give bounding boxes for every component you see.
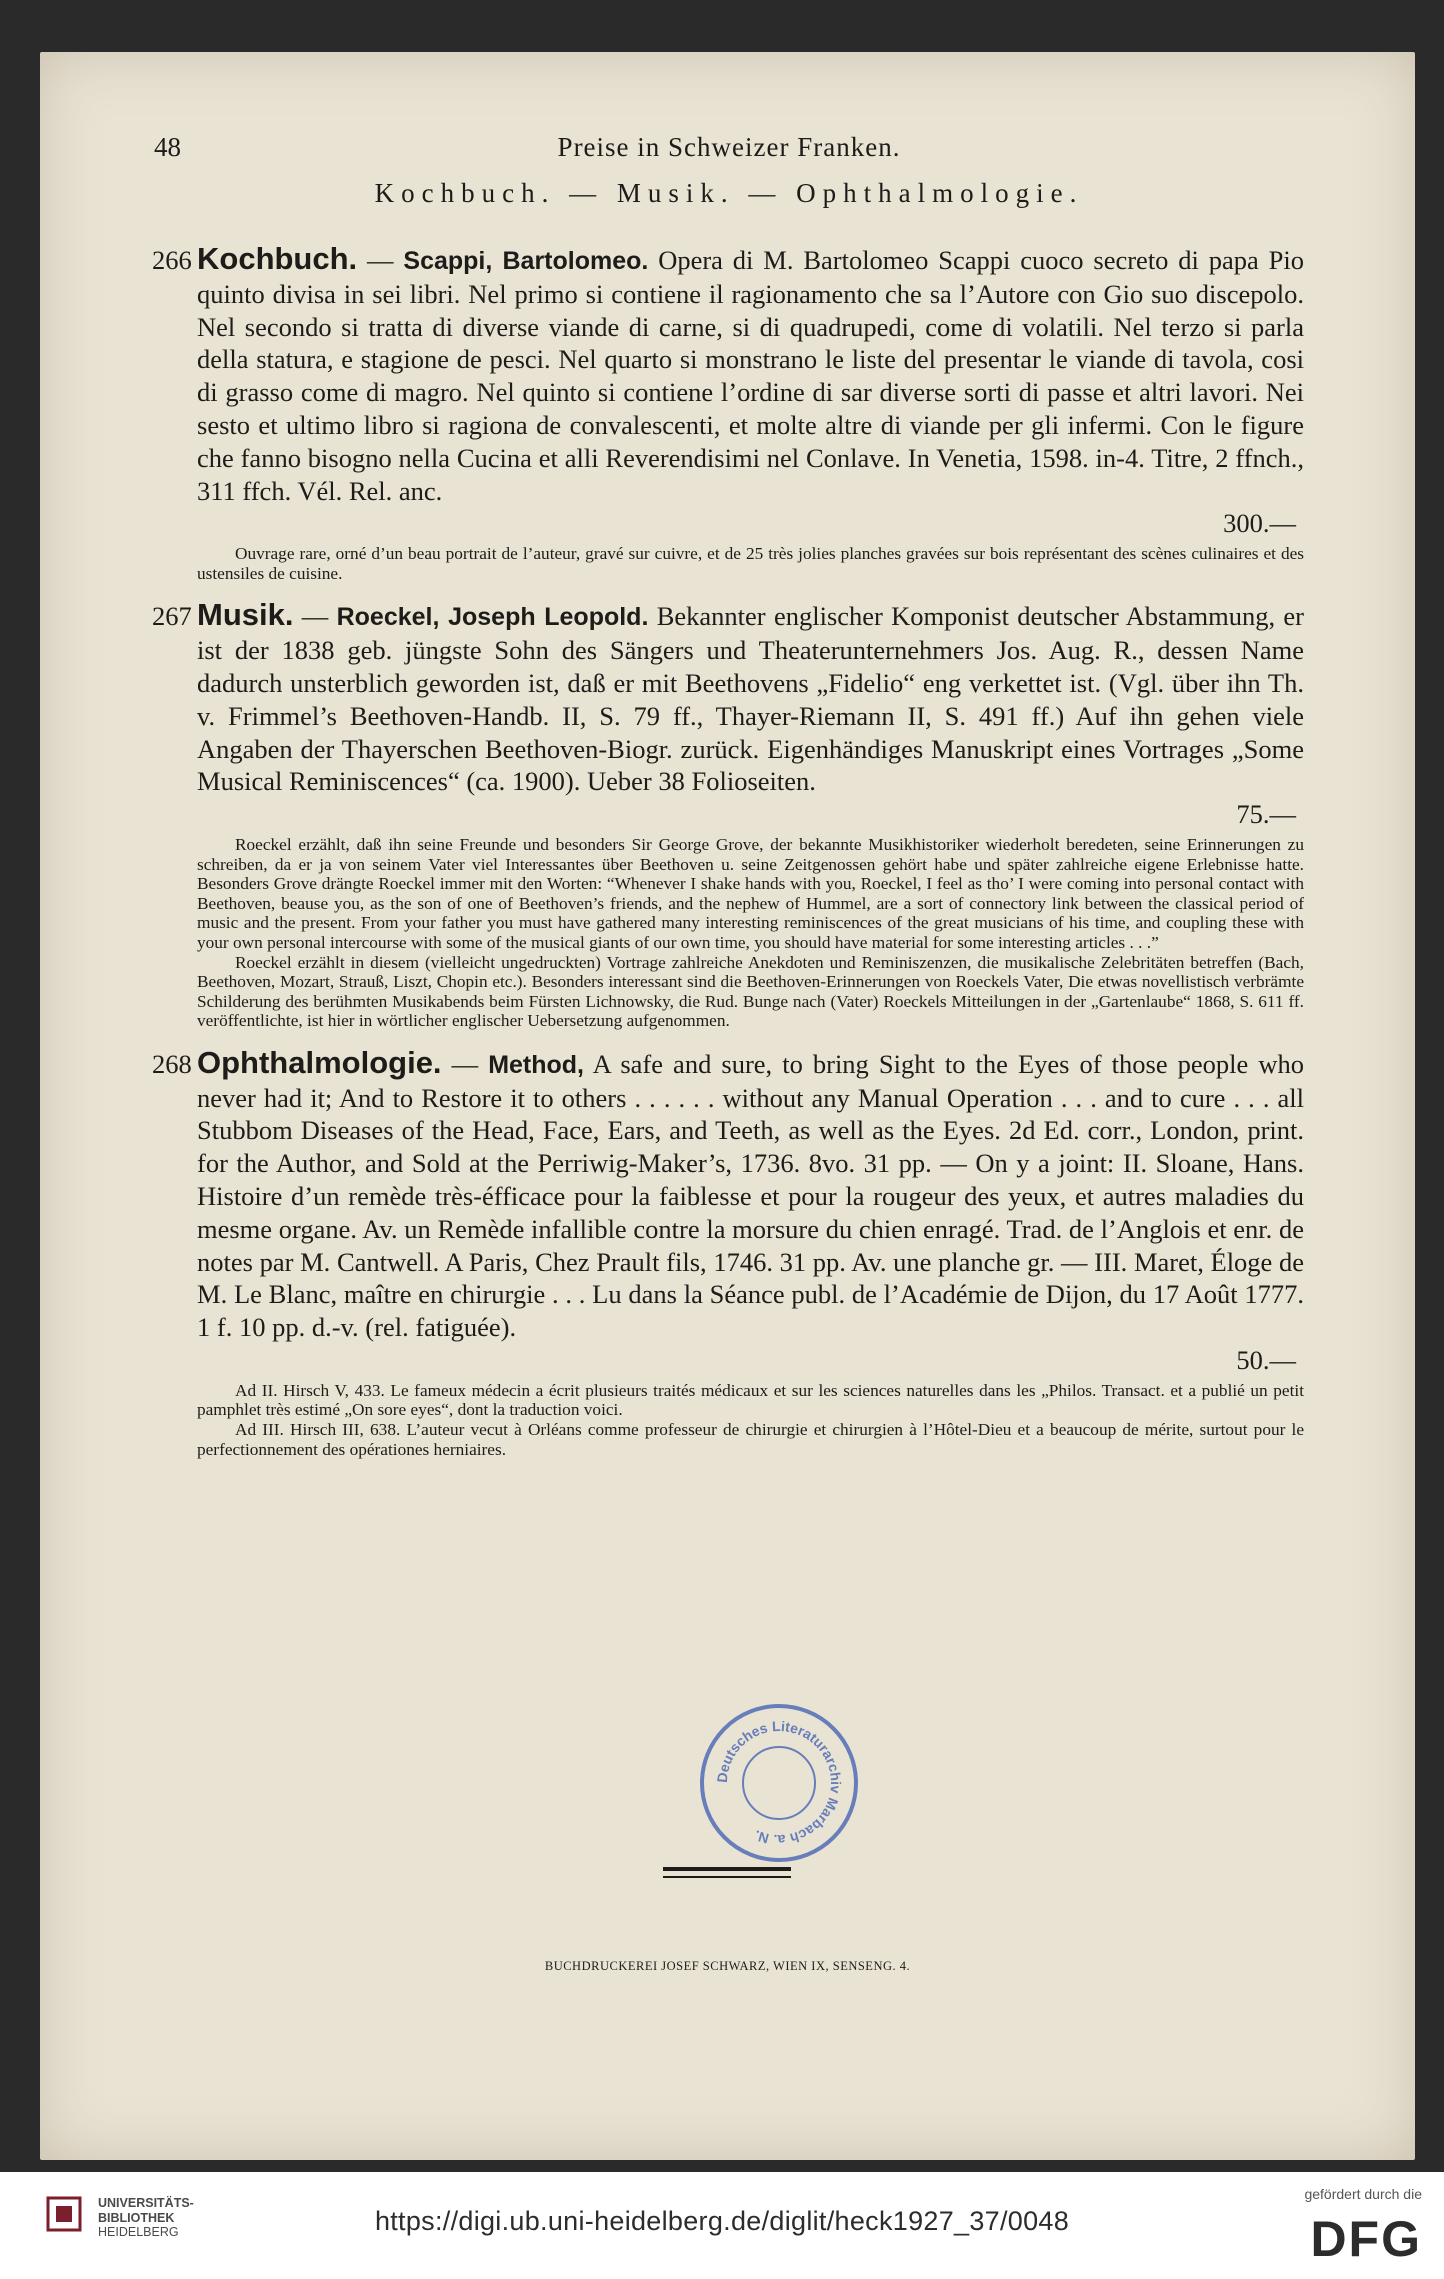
entry-description: Bekannter englischer Komponist deutscher Abstammung, er ist der 1838 geb. jüngste Sohn des Sängers und Theaterunternehmers Jos. Aug. R., dessen Name dadurch unsterblich geworden ist, daß er mit Beethovens „Fidelio“ eng verkettet ist. (Vgl. über ihn Th. v. Frimmel’s Beethoven-Handb. II, S. 79 ff., Thayer-Riemann II, S. 491 ff.) Auf ihn gehen viele Angaben der Thayerschen Beethoven-Biogr. zurück. Eigenhändiges Manuskript eines Vortrages „Some Musical Reminiscences“ (ca. 1900). Ueber 38 Folioseiten. bbox=[197, 601, 1305, 797]
running-header bbox=[154, 132, 1304, 178]
entry-author: Method, bbox=[488, 1050, 585, 1079]
entry-body: Kochbuch. — Scappi, Bartolomeo. Opera di M. Bartolomeo Scappi cuoco secreto di papa Pio quinto divisa in sei libri. Nel primo si contiene il ragionamento che sa l’Autore con Gio suo discepolo. Nel secondo si tratta di diverse viande di carne, si di quadrupedi, come di volatili. Nel terzo si parla della statura, e stagione de pesci. Nel quarto si monstrano le liste del presentar le viande di tavola, cosi di grasso come di magro. Nel quinto si contiene l’ordine di sar diverse sorti di passe et altri lavori. Nei sesto et ultimo libro si ragiona de convalescenti, et molte altre di viande per gli infermi. Con le figure che fanno bisogno nella Cucina et alli Reverendisimi nel Conlave. In Venetia, 1598. in-4. Titre, 2 ffnch., 311 ffch. Vél. Rel. anc. 300.— bbox=[197, 241, 1304, 539]
dfg-logo[interactable]: DFG bbox=[1310, 2211, 1422, 2267]
entry-note: Roeckel erzählt in diesem (vielleicht ungedruckten) Vortrage zahlreiche Anekdoten und Reminiszenzen, die musikalische Zelebritäten betreffen (Bach, Beethoven, Mozart, Strauß, Liszt, Chopin etc.). Besonders interessant sind die Beethoven-Erinnerungen von Roeckels Vater, Die etwas novellistisch verbrämte Schilderung des berühmten Musikabends beim Fürsten Lichnowsky, die Rud. Bunge nach (Vater) Roeckels Mitteilungen in der „Gartenlaube“ 1868, S. 611 ff. veröffentlichte, ist hier in wörtlicher englischer Uebersetzung aufgenommen. bbox=[197, 952, 1304, 1031]
page-number: 48 bbox=[154, 132, 181, 162]
entry-body: Musik. — Roeckel, Joseph Leopold. Bekannter englischer Komponist deutscher Abstammung, er ist der 1838 geb. jüngste Sohn des Sängers und Theaterunternehmers Jos. Aug. R., dessen Name dadurch unsterblich geworden ist, daß er mit Beethovens „Fidelio“ eng verkettet ist. (Vgl. über ihn Th. v. Frimmel’s Beethoven-Handb. II, S. 79 ff., Thayer-Riemann II, S. 491 ff.) Auf ihn gehen viele Angaben der Thayerschen Beethoven-Biogr. zurück. Eigenhändiges Manuskript eines Vortrages „Some Musical Reminiscences“ (ca. 1900). Ueber 38 Folioseiten. 75.— bbox=[197, 597, 1305, 830]
page-content bbox=[154, 132, 1304, 1475]
viewer-footer bbox=[0, 2172, 1444, 2279]
entry-price: 300.— bbox=[1223, 508, 1296, 539]
section-subheader: Kochbuch. — Musik. — Ophthalmologie. bbox=[374, 178, 1084, 208]
entry-topic: Kochbuch. bbox=[197, 241, 358, 276]
catalog-page bbox=[40, 52, 1415, 2160]
svg-text:Deutsches Literaturarchiv Marb bbox=[714, 1718, 844, 1848]
permalink-url[interactable]: https://digi.ub.uni-heidelberg.de/diglit/heck1927_37/0048 bbox=[374, 2206, 1070, 2236]
entry-topic: Musik. bbox=[197, 597, 294, 633]
entry-topic: Ophthalmologie. bbox=[197, 1044, 442, 1080]
entry-notes bbox=[197, 1381, 1304, 1459]
entry-notes bbox=[197, 544, 1304, 583]
stamp-seal-icon bbox=[704, 1708, 854, 1858]
entry-body: Ophthalmologie. — Method, A safe and sure, to bring Sight to the Eyes of those people who never had it; And to Restore it to others . . . . . . without any Manual Operation . . . and to cure . . . all Stubbom Diseases of the Head, Face, Ears, and Teeth, as well as the Eyes. 2d Ed. corr., London, print. for the Author, and Sold at the Perriwig-Maker’s, 1736. 8vo. 31 pp. — On y a joint: II. Sloane, Hans. Histoire d’un remède très-éfficace pour la faiblesse et pour la rougeur des yeux, et autres maladies du mesme organe. Av. un Remède infallible contre la morsure du chien enragé. Trad. de l’Anglois et enr. de notes par M. Cantwell. A Paris, Chez Prault fils, 1746. 31 pp. Av. une planche gr. — III. Maret, Éloge de M. Le Blanc, maître en chirurgie . . . Lu dans la Séance publ. de l’Académie de Dijon, du 17 Août 1777. 1 f. 10 pp. d.-v. (rel. fatiguée). 50.— bbox=[197, 1044, 1305, 1376]
entry-note: Roeckel erzählt, daß ihn seine Freunde und besonders Sir George Grove, der bekannte Musikhistoriker wiederholt beredeten, seine Erinnerungen zu schreiben, da er ja von seinem Vater viel Interessantes über Beethoven u. seine Zeitgenossen gehört habe und später zahlreiche eigene Erlebnisse hatte. Besonders Grove drängte Roeckel immer mit den Worten: “Whenever I shake hands with you, Roeckel, I feel as tho’ I were coming into personal contact with Beethoven, beause you, as the son of one of Beethoven’s friends, and the nephew of Hummel, are a sort of connectory link between the classical period of music and the present. From your father you must have gathered many interesting reminiscences of the great musicians of his time, and coupling these with your own personal intercourse with some of the musical giants of our own time, you should have material for some interesting articles . . .” bbox=[197, 834, 1304, 952]
entry-note: Ad II. Hirsch V, 433. Le fameux médecin a écrit plusieurs traités médicaux et sur les sciences naturelles dans les „Philos. Transact. et a publié un petit pamphlet très estimé „On sore eyes“, dont la traduction voici. bbox=[197, 1380, 1304, 1420]
stamp-text: Deutsches Literaturarchiv Marbach a. N. bbox=[713, 1717, 845, 1849]
entry-number: 268 bbox=[152, 1048, 192, 1079]
entry-description: Opera di M. Bartolomeo Scappi cuoco secreto di papa Pio quinto divisa in sei libri. Nel primo si contiene il ragionamento che sa l’Autore con Gio suo discepolo. Nel secondo si tratta di diverse viande di carne, si di quadrupedi, come di volatili. Nel terzo si parla della statura, e stagione de pesci. Nel quarto si monstrano le liste del presentar le viande di tavola, cosi di grasso come di magro. Nel quinto si contiene l’ordine di sar diverse sorti di passe et altri lavori. Nei sesto et ultimo libro si ragiona de convalescenti, et molte altre di viande per gli infermi. Con le figure che fanno bisogno nella Cucina et alli Reverendisimi nel Conlave. In Venetia, 1598. in-4. Titre, 2 ffnch., 311 ffch. Vél. Rel. anc. bbox=[197, 245, 1304, 506]
entry-price: 75.— bbox=[1236, 799, 1296, 830]
library-name-line: HEIDELBERG bbox=[98, 2225, 179, 2239]
entry-author: Roeckel, Joseph Leopold. bbox=[336, 603, 649, 632]
library-name-line: UNIVERSITÄTS- bbox=[98, 2196, 194, 2210]
entry-number: 267 bbox=[152, 601, 192, 632]
end-rule-thin bbox=[663, 1876, 791, 1878]
catalog-entry bbox=[152, 1044, 1305, 1459]
entry-author: Scappi, Bartolomeo. bbox=[403, 247, 649, 275]
printer-imprint: BUCHDRUCKEREI JOSEF SCHWARZ, WIEN IX, SENSENG. 4. bbox=[544, 1959, 911, 1973]
end-rule bbox=[663, 1867, 791, 1871]
catalog-entry bbox=[154, 243, 1304, 583]
library-stamp bbox=[700, 1704, 858, 1862]
entry-price: 50.— bbox=[1236, 1345, 1296, 1376]
entry-note: Ad III. Hirsch III, 638. L’auteur vecut à Orléans comme professeur de chirurgie et chirurgien à l’Hôtel-Dieu et a beaucoup de mérite, surtout pour le perfectionnement des opérationes herniaires. bbox=[197, 1420, 1304, 1459]
entry-description: A safe and sure, to bring Sight to the Eyes of those people who never had it; And to Restore it to others . . . . . . without any Manual Operation . . . and to cure . . . all Stubbom Diseases of the Head, Face, Ears, and Teeth, as well as the Eyes. 2d Ed. corr., London, print. for the Author, and Sold at the Perriwig-Maker’s, 1736. 8vo. 31 pp. — On y a joint: II. Sloane, Hans. Histoire d’un remède très-éfficace pour la faiblesse et pour la rougeur des yeux, et autres maladies du mesme organe. Av. un Remède infallible contre la morsure du chien enragé. Trad. de l’Anglois et enr. de notes par M. Cantwell. A Paris, Chez Prault fils, 1746. 31 pp. Av. une planche gr. — III. Maret, Éloge de M. Le Blanc, maître en chirurgie . . . Lu dans la Séance publ. de l’Académie de Dijon, du 17 Août 1777. 1 f. 10 pp. d.-v. (rel. fatiguée). bbox=[197, 1048, 1305, 1343]
catalog-entry bbox=[154, 599, 1304, 1031]
entry-number: 266 bbox=[152, 245, 192, 275]
library-name-line: BIBLIOTHEK bbox=[98, 2210, 175, 2225]
entry-note: Ouvrage rare, orné d’un beau portrait de l’auteur, gravé sur cuivre, et de 25 très jolies planches gravées sur bois représentant des scènes culinaires et des ustensiles de cuisine. bbox=[197, 544, 1304, 583]
header-title: Preise in Schweizer Franken. bbox=[557, 132, 901, 162]
funding-caption: gefördert durch die bbox=[1304, 2186, 1422, 2202]
entry-notes bbox=[197, 835, 1304, 1031]
